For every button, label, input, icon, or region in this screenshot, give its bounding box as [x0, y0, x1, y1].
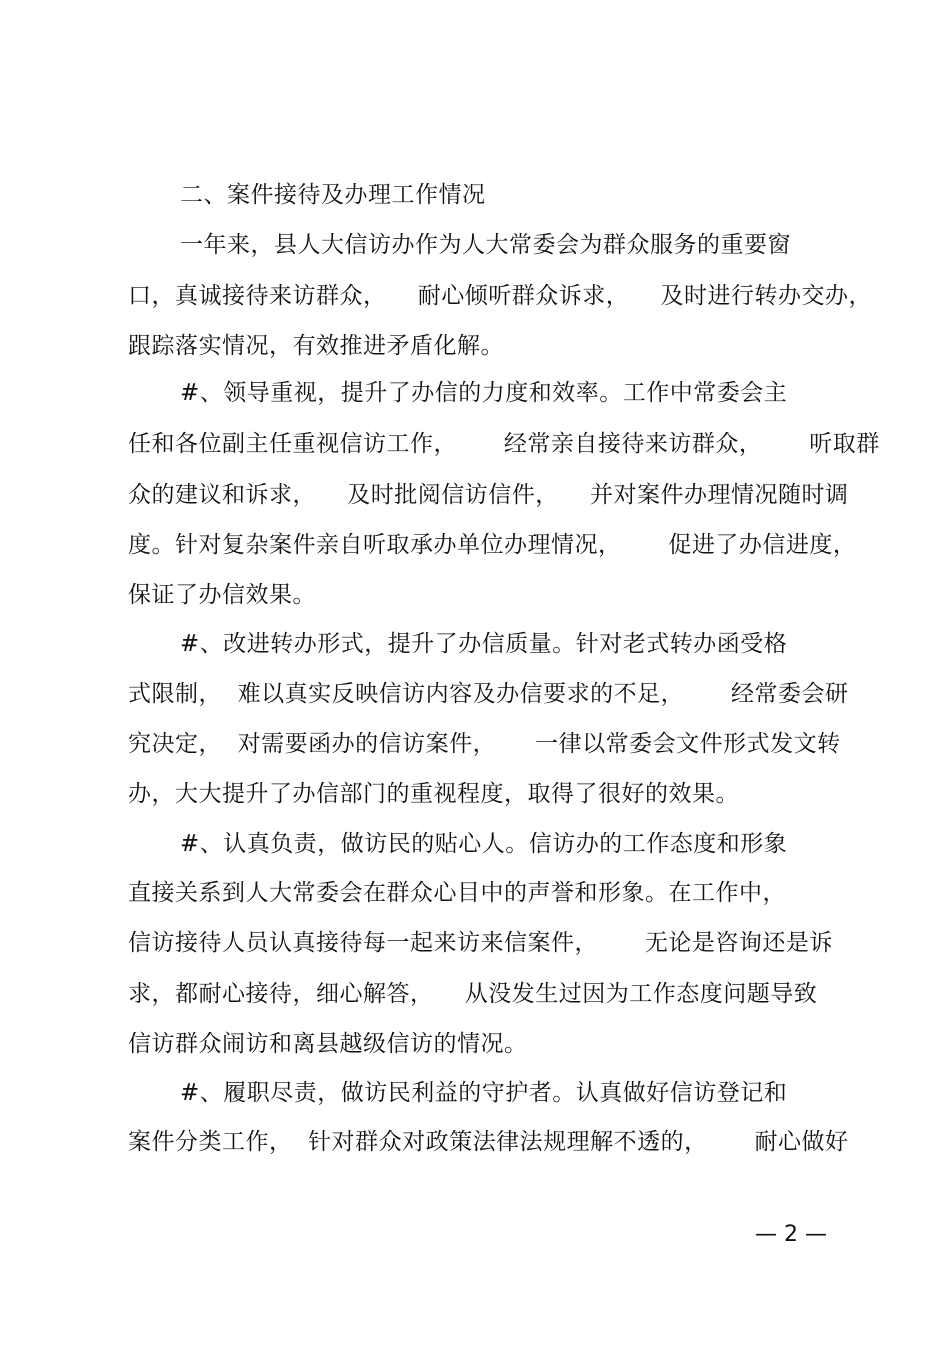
- page-number: — 2 —: [755, 1222, 827, 1247]
- paragraph-1-line-3: 跟踪落实情况，有效推进矛盾化解。: [128, 333, 504, 359]
- paragraph-2-line-1: #、领导重视，提升了办信的力度和效率。工作中常委会主: [180, 380, 788, 406]
- paragraph-4-line-4: 求，都耐心接待，细心解答， 从没发生过因为工作态度问题导致: [128, 981, 818, 1007]
- paragraph-4-line-5: 信访群众闹访和离县越级信访的情况。: [128, 1031, 528, 1057]
- paragraph-1-line-1: 一年来，县人大信访办作为人大常委会为群众服务的重要窗: [180, 232, 791, 258]
- section-heading: 二、案件接待及办理工作情况: [180, 182, 486, 208]
- paragraph-2-line-2: 任和各位副主任重视信访工作， 经常亲自接待来访群众， 听取群: [128, 431, 880, 457]
- paragraph-5-line-1: #、履职尽责，做访民利益的守护者。认真做好信访登记和: [180, 1080, 788, 1106]
- paragraph-4-line-1: #、认真负责，做访民的贴心人。信访办的工作态度和形象: [180, 831, 788, 857]
- paragraph-2-line-5: 保证了办信效果。: [128, 582, 316, 608]
- paragraph-3-line-3: 究决定， 对需要函办的信访案件， 一律以常委会文件形式发文转: [128, 731, 841, 757]
- paragraph-3-line-2: 式限制， 难以真实反映信访内容及办信要求的不足， 经常委会研: [128, 681, 849, 707]
- paragraph-5-line-2: 案件分类工作， 针对群众对政策法律法规理解不透的， 耐心做好: [128, 1129, 849, 1155]
- paragraph-4-line-3: 信访接待人员认真接待每一起来访来信案件， 无论是咨询还是诉: [128, 930, 833, 956]
- paragraph-2-line-3: 众的建议和诉求， 及时批阅信访信件， 并对案件办理情况随时调: [128, 482, 849, 508]
- paragraph-3-line-1: #、改进转办形式，提升了办信质量。针对老式转办函受格: [180, 631, 788, 657]
- paragraph-2-line-4: 度。针对复杂案件亲自听取承办单位办理情况， 促进了办信进度，: [128, 532, 857, 558]
- paragraph-4-line-2: 直接关系到人大常委会在群众心目中的声誉和形象。在工作中，: [128, 880, 786, 906]
- paragraph-3-line-4: 办，大大提升了办信部门的重视程度，取得了很好的效果。: [128, 781, 739, 807]
- paragraph-1-line-2: 口，真诚接待来访群众， 耐心倾听群众诉求， 及时进行转办交办，: [128, 283, 872, 309]
